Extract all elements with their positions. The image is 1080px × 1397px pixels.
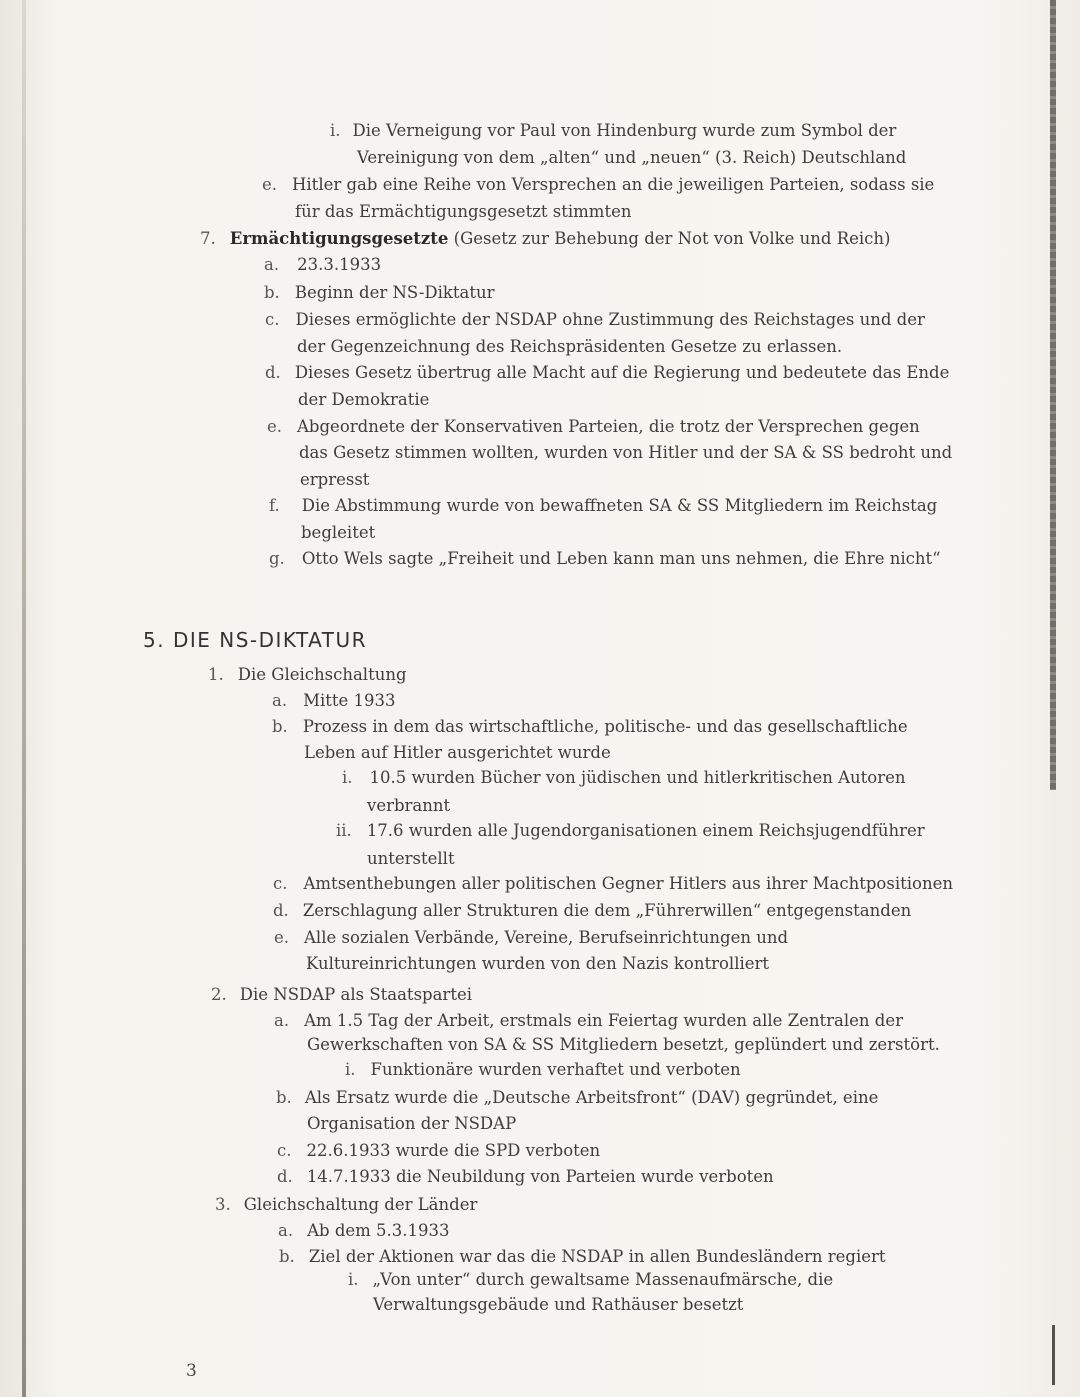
list-item-cont: Kultureinrichtungen wurden von den Nazis kontrolliert — [306, 954, 770, 973]
list-item: e. Hitler gab eine Reihe von Versprechen an die jeweiligen Parteien, sodass sie — [262, 175, 935, 194]
list-item: d. 14.7.1933 die Neubildung von Parteien wurde verboten — [277, 1167, 774, 1186]
list-item: e. Alle sozialen Verbände, Vereine, Berufseinrichtungen und — [274, 928, 789, 947]
list-item-cont: Vereinigung von dem „alten“ und „neuen“ (3. Reich) Deutschland — [357, 148, 907, 167]
list-item: c. 22.6.1933 wurde die SPD verboten — [277, 1141, 601, 1160]
list-item: d. Dieses Gesetz übertrug alle Macht auf die Regierung und bedeutete das Ende — [265, 363, 950, 382]
list-item: e. Abgeordnete der Konservativen Parteien, die trotz der Versprechen gegen — [267, 417, 920, 436]
list-item-cont: begleitet — [301, 523, 376, 542]
list-item: b. Als Ersatz wurde die „Deutsche Arbeitsfront“ (DAV) gegründet, eine — [276, 1088, 879, 1107]
list-item-cont: unterstellt — [367, 849, 455, 868]
list-item-cont: der Gegenzeichnung des Reichspräsidenten Gesetze zu erlassen. — [297, 337, 843, 356]
list-item: a. Am 1.5 Tag der Arbeit, erstmals ein Feiertag wurden alle Zentralen der — [274, 1011, 903, 1030]
page-edge-shadow-right — [1050, 0, 1056, 790]
list-item-cont: für das Ermächtigungsgesetzt stimmten — [295, 202, 632, 221]
subsection-title: 1. Die Gleichschaltung — [208, 665, 407, 684]
list-item: b. Ziel der Aktionen war das die NSDAP in allen Bundesländern regiert — [279, 1247, 886, 1266]
list-item: a. 23.3.1933 — [264, 255, 382, 274]
list-item-cont: erpresst — [300, 470, 370, 489]
list-item-cont: Gewerkschaften von SA & SS Mitgliedern besetzt, geplündert und zerstört. — [307, 1035, 940, 1054]
section-7-heading: 7. Ermächtigungsgesetzte (Gesetz zur Behebung der Not von Volke und Reich) — [200, 229, 891, 248]
list-item-cont: der Demokratie — [298, 390, 430, 409]
subsection-title: 2. Die NSDAP als Staatspartei — [211, 985, 472, 1004]
list-item: a. Mitte 1933 — [272, 691, 396, 710]
list-item-cont: Leben auf Hitler ausgerichtet wurde — [304, 743, 611, 762]
page-number: 3 — [186, 1361, 197, 1381]
list-item-cont: das Gesetz stimmen wollten, wurden von Hitler und der SA & SS bedroht und — [299, 443, 953, 462]
section-heading: 5. DIE NS-DIKTATUR — [143, 628, 368, 652]
list-item: b. Prozess in dem das wirtschaftliche, politische- und das gesellschaftliche — [272, 717, 908, 736]
list-item: d. Zerschlagung aller Strukturen die dem „Führerwillen“ entgegenstanden — [273, 901, 912, 920]
list-item: i. Die Verneigung vor Paul von Hindenburg wurde zum Symbol der — [330, 121, 897, 140]
list-item: f. Die Abstimmung wurde von bewaffneten SA & SS Mitgliedern im Reichstag — [269, 496, 938, 515]
list-item: ii. 17.6 wurden alle Jugendorganisationen einem Reichsjugendführer — [336, 821, 925, 840]
list-item: g. Otto Wels sagte „Freiheit und Leben kann man uns nehmen, die Ehre nicht“ — [269, 549, 941, 568]
page-edge-mark-right — [1052, 1325, 1055, 1385]
list-item: i. Funktionäre wurden verhaftet und verboten — [345, 1060, 741, 1079]
list-item: a. Ab dem 5.3.1933 — [278, 1221, 450, 1240]
list-item: c. Amtsenthebungen aller politischen Gegner Hitlers aus ihrer Machtpositionen — [273, 874, 953, 893]
list-item-cont: verbrannt — [367, 796, 451, 815]
list-item-cont: Organisation der NSDAP — [307, 1114, 517, 1133]
subsection-title: 3. Gleichschaltung der Länder — [215, 1195, 478, 1214]
list-item-cont: Verwaltungsgebäude und Rathäuser besetzt — [373, 1295, 744, 1314]
list-item: c. Dieses ermöglichte der NSDAP ohne Zustimmung des Reichstages und der — [265, 310, 925, 329]
list-item: i. 10.5 wurden Bücher von jüdischen und hitlerkritischen Autoren — [342, 768, 906, 787]
page-edge-shadow-left — [22, 0, 26, 1397]
list-item: b. Beginn der NS-Diktatur — [264, 283, 495, 302]
list-item: i. „Von unter“ durch gewaltsame Massenaufmärsche, die — [348, 1270, 834, 1289]
